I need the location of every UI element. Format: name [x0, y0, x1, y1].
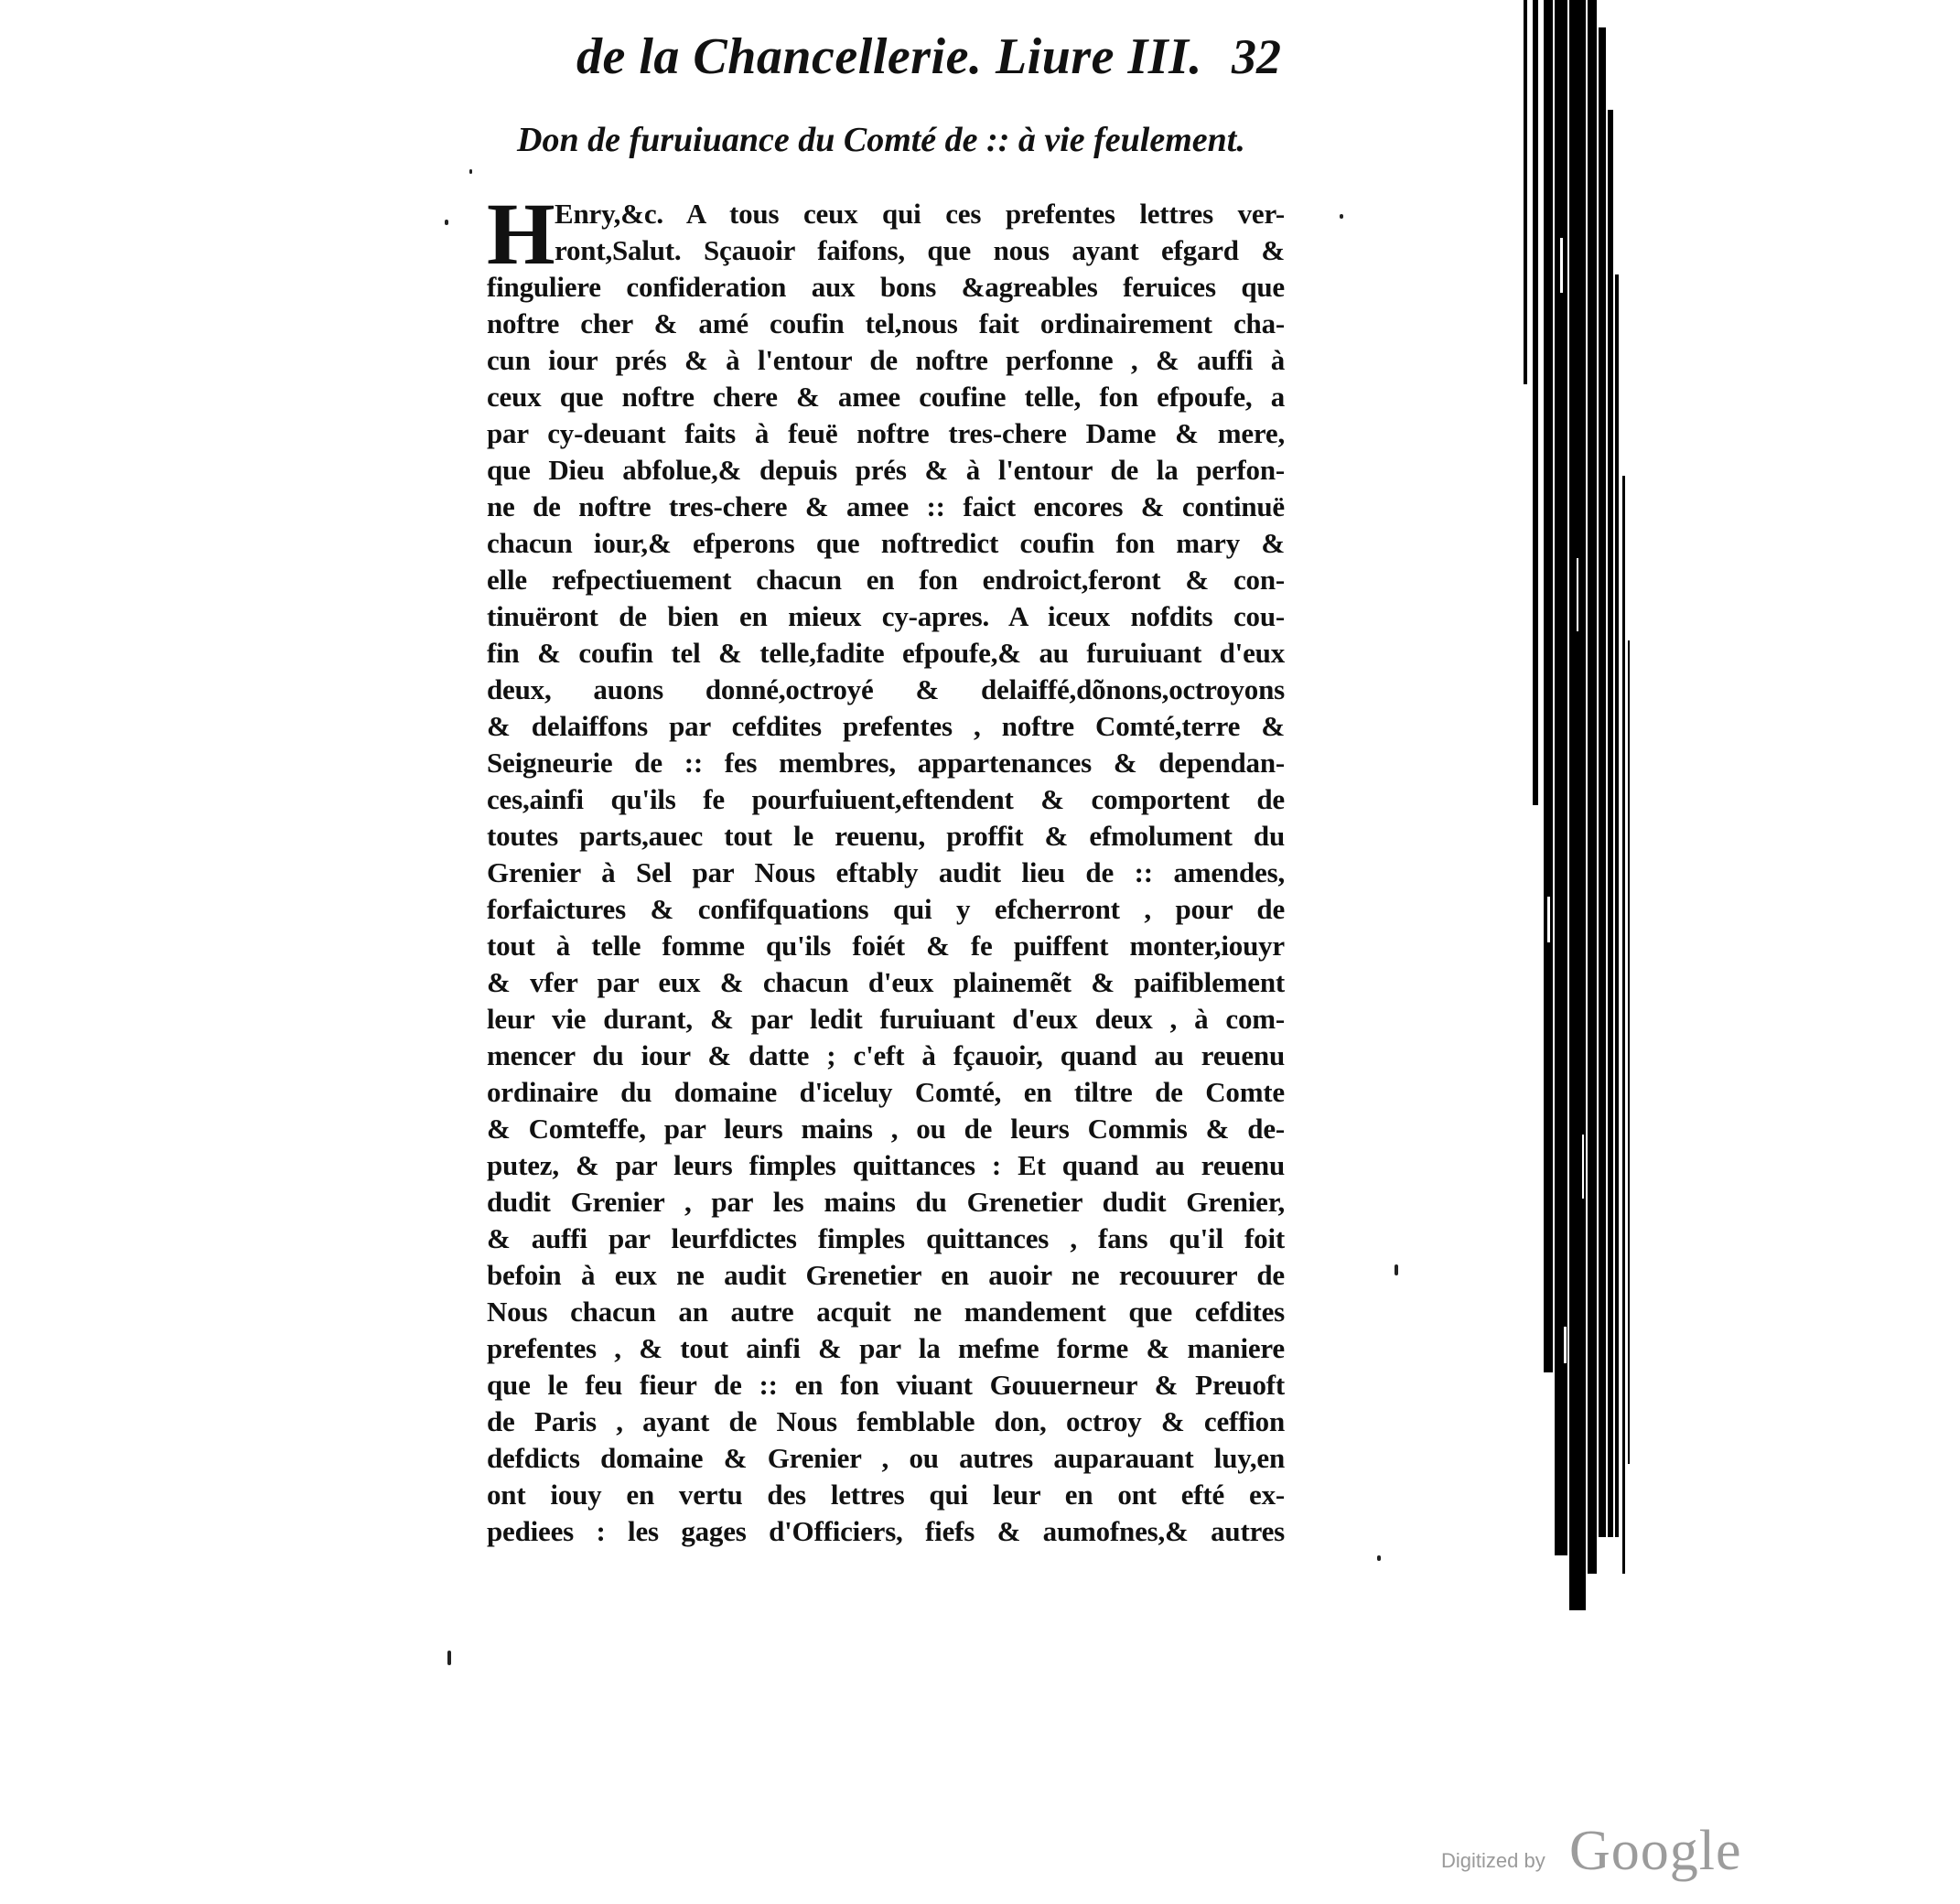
scan-speck [445, 220, 448, 225]
scan-speck [1340, 214, 1343, 219]
text-line: ces,ainfi qu'ils fe pourfuiuent,eftendent & comportent de [487, 783, 1285, 815]
text-line: elle refpectiuement chacun en fon endroict,feront & con- [487, 564, 1285, 596]
text-line: & Comteffe, par leurs mains , ou de leurs Commis & de- [487, 1113, 1285, 1145]
text-line: dudit Grenier , par les mains du Grenetier dudit Grenier, [487, 1186, 1285, 1218]
text-line: tout à telle fomme qu'ils foiét & fe puiffent monter,iouyr [487, 930, 1285, 962]
text-line: mencer du iour & datte ; c'eft à fçauoir, quand au reuenu [487, 1039, 1285, 1071]
text-line: noftre cher & amé coufin tel,nous fait ordinairement cha- [487, 307, 1285, 339]
text-line: forfaictures & confifquations qui y efcherront , pour de [487, 893, 1285, 925]
text-line: & auffi par leurfdictes fimples quittances , fans qu'il foit [487, 1222, 1285, 1254]
text-line: putez, & par leurs fimples quittances : Et quand au reuenu [487, 1149, 1285, 1181]
text-line: Grenier à Sel par Nous eftably audit lieu de :: amendes, [487, 856, 1285, 888]
text-line: ront,Salut. Sçauoir faifons, que nous ayant efgard & [555, 234, 1285, 266]
text-line: Nous chacun an autre acquit ne mandement que cefdites [487, 1296, 1285, 1328]
text-line: Seigneurie de :: fes membres, appartenances & dependan- [487, 747, 1285, 779]
drop-cap: H [487, 185, 555, 283]
text-line: que le feu fieur de :: en fon viuant Gouuerneur & Preuoft [487, 1369, 1285, 1401]
text-line: ordinaire du domaine d'iceluy Comté, en tiltre de Comte [487, 1076, 1285, 1108]
scan-speck [1377, 1555, 1381, 1561]
text-line: defdicts domaine & Grenier , ou autres auparauant luy,en [487, 1442, 1285, 1474]
text-lines [487, 185, 1285, 1550]
text-line: par cy-deuant faits à feuë noftre tres-chere Dame & mere, [487, 417, 1285, 449]
text-line: fin & coufin tel & telle,fadite efpoufe,& au furuiuant d'eux [487, 637, 1285, 669]
text-line: finguliere confideration aux bons &agreables feruices que [487, 271, 1285, 303]
text-line: ceux que noftre chere & amee coufine telle, fon efpoufe, a [487, 381, 1285, 413]
running-head [576, 20, 1281, 93]
text-line: de Paris , ayant de Nous femblable don, octroy & ceffion [487, 1405, 1285, 1437]
watermark-prefix: Digitized by [1441, 1849, 1545, 1872]
section-heading: Don de furuiuance du Comté de :: à vie feulement. [517, 121, 1245, 159]
page-number: 32 [1232, 29, 1281, 84]
scan-speck [447, 1651, 451, 1665]
watermark-brand: Google [1569, 1820, 1742, 1882]
text-line: Enry,&c. A tous ceux qui ces prefentes lettres ver- [555, 198, 1285, 230]
text-line: ont iouy en vertu des lettres qui leur en ont efté ex- [487, 1479, 1285, 1511]
scan-speck [1395, 1264, 1398, 1275]
text-line: prefentes , & tout ainfi & par la mefme forme & maniere [487, 1332, 1285, 1364]
text-line: ne de noftre tres-chere & amee :: faict encores & continuë [487, 490, 1285, 522]
google-watermark [1441, 1807, 1862, 1889]
text-line: toutes parts,auec tout le reuenu, proffit & efmolument du [487, 820, 1285, 852]
text-line: tinuëront de bien en mieux cy-apres. A iceux nofdits cou- [487, 600, 1285, 632]
text-line: que Dieu abfolue,& depuis prés & à l'entour de la perfon- [487, 454, 1285, 486]
text-line: befoin à eux ne audit Grenetier en auoir ne recouurer de [487, 1259, 1285, 1291]
text-line: pediees : les gages d'Officiers, fiefs & aumofnes,& autres [487, 1515, 1285, 1547]
text-line: chacun iour,& efperons que noftredict coufin fon mary & [487, 527, 1285, 559]
text-line: cun iour prés & à l'entour de noftre perfonne , & auffi à [487, 344, 1285, 376]
text-line: & delaiffons par cefdites prefentes , noftre Comté,terre & [487, 710, 1285, 742]
body-text [487, 185, 1285, 1550]
scan-speck [469, 169, 472, 174]
text-line: leur vie durant, & par ledit furuiuant d'eux deux , à com- [487, 1003, 1285, 1035]
page-edge-scan-artifact [1524, 0, 1633, 1647]
running-title: de la Chancellerie. Liure III. [576, 28, 1202, 85]
text-line: deux, auons donné,octroyé & delaiffé,dõnons,octroyons [487, 673, 1285, 705]
text-line: & vfer par eux & chacun d'eux plainemẽt & paifiblement [487, 966, 1285, 998]
